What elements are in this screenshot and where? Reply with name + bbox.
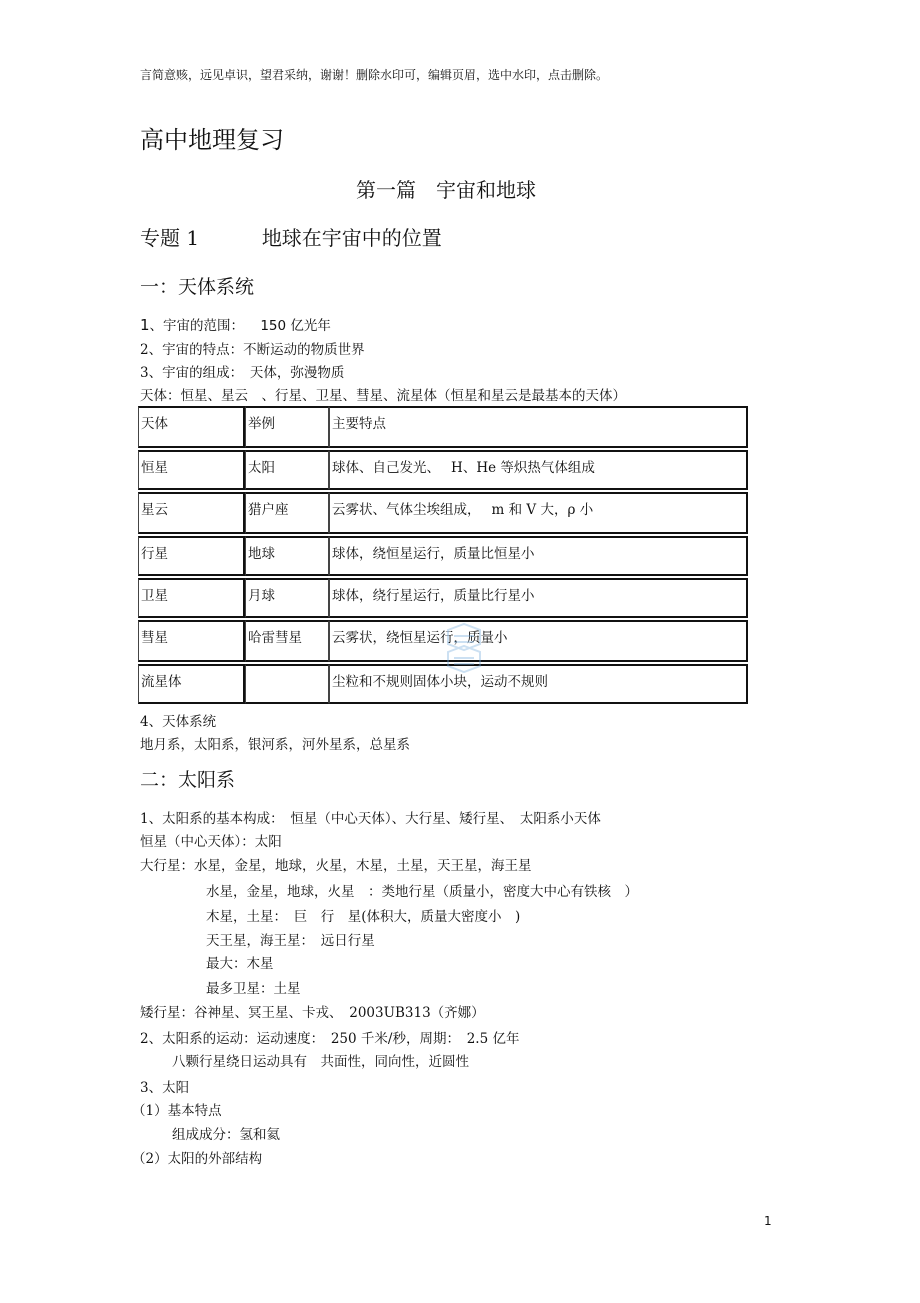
table-cell: 恒星 bbox=[138, 450, 245, 490]
solar-line: 大行星：水星，金星，地球，火星，木星，土星，天王星，海王星 bbox=[140, 858, 532, 874]
table-cell: 地球 bbox=[245, 536, 329, 576]
table-cell bbox=[245, 664, 329, 704]
table-cell: 彗星 bbox=[138, 620, 245, 662]
table-cell: 行星 bbox=[138, 536, 245, 576]
page-number: 1 bbox=[764, 1214, 772, 1228]
solar-line: 2、太阳系的运动：运动速度： 250 千米/秒，周期： 2.5 亿年 bbox=[140, 1031, 520, 1047]
solar-line: （2）太阳的外部结构 bbox=[132, 1151, 263, 1167]
table-cell: 云雾状、气体尘埃组成， m 和 V 大，ρ 小 bbox=[329, 492, 748, 534]
page-title: 高中地理复习 bbox=[140, 126, 284, 154]
table-cell: 云雾状，绕恒星运行，质量小 bbox=[329, 620, 748, 662]
table-cell: 球体、自己发光、 H、He 等炽热气体组成 bbox=[329, 450, 748, 490]
solar-line: 矮行星：谷神星、冥王星、卡戎、 2003UB313（齐娜） bbox=[140, 1005, 485, 1021]
table-row bbox=[138, 492, 748, 534]
solar-line: 最大：木星 bbox=[206, 956, 274, 972]
table-row bbox=[138, 536, 748, 576]
celestial-bodies-line: 天体：恒星、星云 、行星、卫星、彗星、流星体（恒星和星云是最基本的天体） bbox=[140, 388, 626, 404]
solar-line: 3、太阳 bbox=[140, 1080, 190, 1096]
table-header-cell: 天体 bbox=[138, 406, 245, 448]
header-note: 言简意赅，远见卓识，望君采纳，谢谢！删除水印可，编辑页眉，选中水印，点击删除。 bbox=[140, 68, 609, 82]
solar-line: 1、太阳系的基本构成： 恒星（中心天体）、大行星、矮行星、 太阳系小天体 bbox=[140, 811, 601, 827]
section1-item-4-text: 地月系，太阳系，银河系，河外星系，总星系 bbox=[140, 737, 410, 753]
section1-item-3: 3、宇宙的组成： 天体，弥漫物质 bbox=[140, 365, 345, 381]
section1-item-4-title: 4、天体系统 bbox=[140, 714, 217, 730]
table-cell: 球体，绕行星运行，质量比行星小 bbox=[329, 578, 748, 618]
table-cell: 猎户座 bbox=[245, 492, 329, 534]
solar-line: 恒星（中心天体）：太阳 bbox=[140, 834, 282, 850]
item-number: 1 bbox=[140, 316, 150, 334]
section1-item-2: 2、宇宙的特点：不断运动的物质世界 bbox=[140, 342, 365, 358]
table-cell: 尘粒和不规则固体小块，运动不规则 bbox=[329, 664, 748, 704]
section1-item-1 bbox=[140, 314, 331, 334]
item-value: 150 亿光年 bbox=[260, 318, 331, 334]
table-header-row bbox=[138, 406, 748, 448]
table-cell: 星云 bbox=[138, 492, 245, 534]
item-text: 、宇宙的范围： bbox=[149, 318, 245, 334]
topic-title: 地球在宇宙中的位置 bbox=[261, 226, 442, 250]
solar-line: 组成成分：氢和氦 bbox=[172, 1127, 280, 1143]
solar-line: 水星，金星，地球，火星 ：类地行星（质量小，密度大中心有铁核 ） bbox=[206, 884, 638, 900]
watermark-logo bbox=[442, 622, 486, 676]
solar-line: （1）基本特点 bbox=[132, 1103, 222, 1119]
table-header-cell: 举例 bbox=[245, 406, 329, 448]
solar-line: 木星，土星： 巨 行 星(体积大，质量大密度小 ) bbox=[206, 909, 521, 925]
table-cell: 太阳 bbox=[245, 450, 329, 490]
table-cell: 卫星 bbox=[138, 578, 245, 618]
table-cell: 哈雷彗星 bbox=[245, 620, 329, 662]
table-row bbox=[138, 450, 748, 490]
solar-line: 八颗行星绕日运动具有 共面性，同向性，近圆性 bbox=[172, 1054, 469, 1070]
table-cell: 球体，绕恒星运行，质量比恒星小 bbox=[329, 536, 748, 576]
solar-line: 最多卫星：土星 bbox=[206, 981, 301, 997]
table-cell: 月球 bbox=[245, 578, 329, 618]
section1-heading: 一：天体系统 bbox=[140, 276, 255, 298]
table-header-cell: 主要特点 bbox=[329, 406, 748, 448]
topic-heading bbox=[140, 222, 442, 251]
table-cell: 流星体 bbox=[138, 664, 245, 704]
part-title: 第一篇 宇宙和地球 bbox=[356, 178, 536, 202]
section2-heading: 二：太阳系 bbox=[140, 769, 236, 791]
table-row bbox=[138, 578, 748, 618]
topic-label: 专题 1 bbox=[140, 226, 200, 250]
solar-line: 天王星，海王星： 远日行星 bbox=[206, 933, 375, 949]
